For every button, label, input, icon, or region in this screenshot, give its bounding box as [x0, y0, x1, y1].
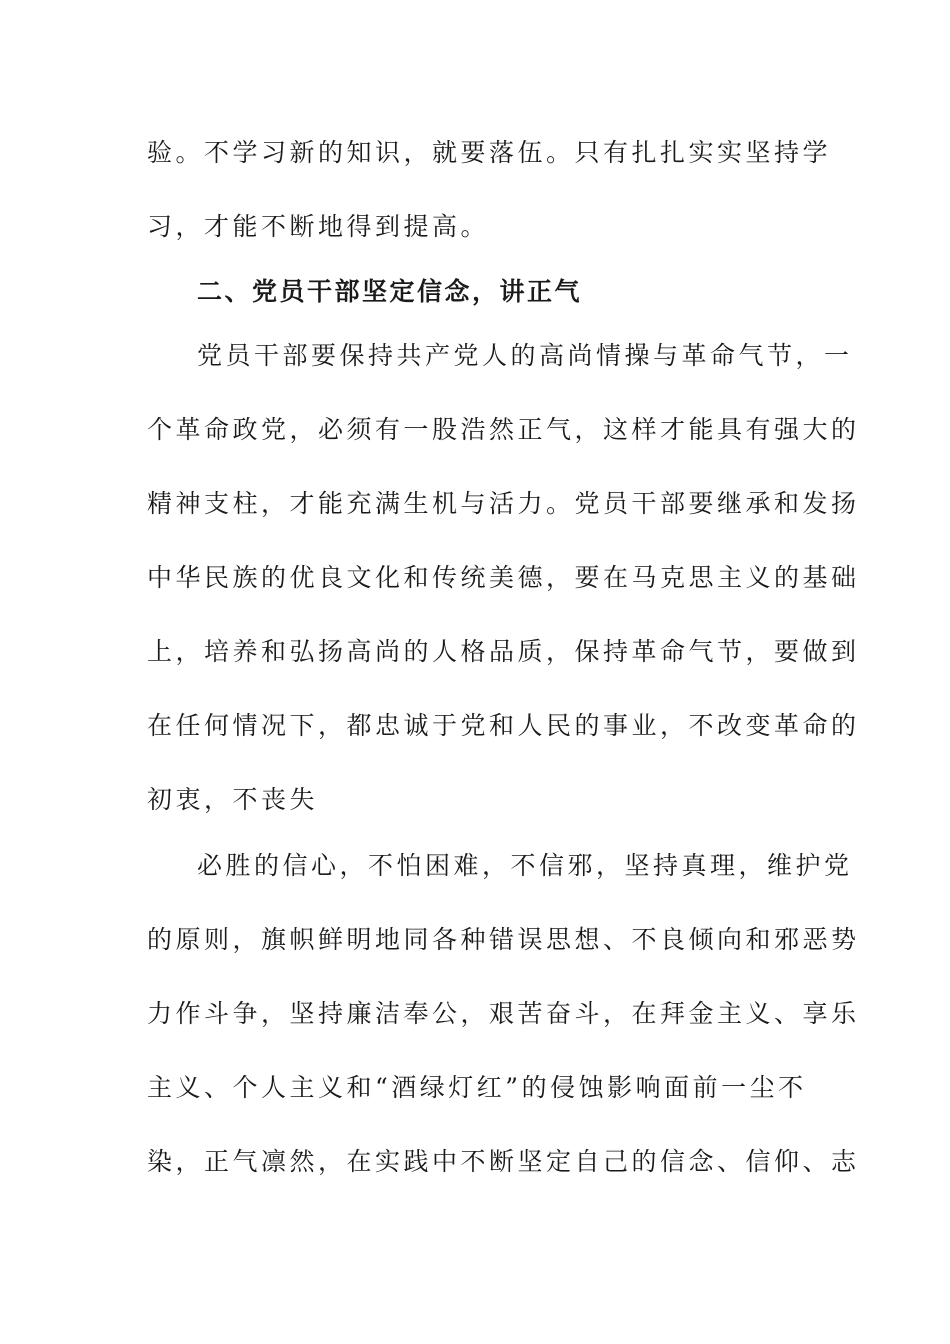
paragraph-line: 精神支柱，才能充满生机与活力。党员干部要继承和发扬: [147, 489, 860, 518]
paragraph-line: 中华民族的优良文化和传统美德，要在马克思主义的基础: [147, 563, 860, 592]
paragraph-line: 主义、个人主义和“酒绿灯红”的侵蚀影响面前一尘不: [147, 1073, 807, 1102]
section-heading: 二、党员干部坚定信念，讲正气: [197, 277, 583, 306]
paragraph-line: 个革命政党，必须有一股浩然正气，这样才能具有强大的: [147, 415, 860, 444]
paragraph-line: 必胜的信心，不怕困难，不信邪，坚持真理，维护党: [197, 851, 853, 880]
paragraph-line: 上，培养和弘扬高尚的人格品质，保持革命气节，要做到: [147, 637, 860, 666]
paragraph-line: 验。不学习新的知识，就要落伍。只有扎扎实实坚持学: [147, 138, 832, 167]
paragraph-line: 的原则，旗帜鲜明地同各种错误思想、不良倾向和邪恶势: [147, 925, 860, 954]
paragraph-line: 初衷，不丧失: [147, 785, 319, 814]
paragraph-line: 染，正气凛然，在实践中不断坚定自己的信念、信仰、志: [147, 1147, 860, 1176]
paragraph-line: 习，才能不断地得到提高。: [147, 212, 490, 241]
paragraph-line: 党员干部要保持共产党人的高尚情操与革命气节，一: [197, 341, 853, 370]
paragraph-line: 力作斗争，坚持廉洁奉公，艰苦奋斗，在拜金主义、享乐: [147, 999, 860, 1028]
paragraph-line: 在任何情况下，都忠诚于党和人民的事业，不改变革命的: [147, 711, 860, 740]
